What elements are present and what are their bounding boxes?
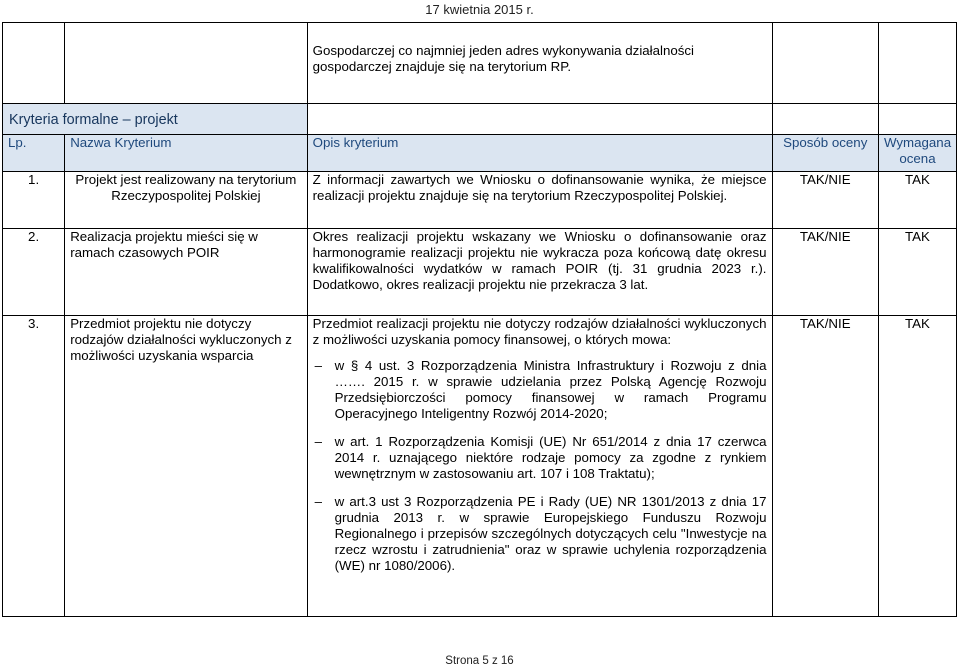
row-nazwa: Przedmiot projektu nie dotyczy rodzajów działalności wykluczonych z możliwości uzyskania wsparcia [65, 316, 307, 617]
criteria-table [2, 22, 957, 617]
row-sposob: TAK/NIE [772, 316, 878, 617]
row-wymagana: TAK [878, 316, 956, 617]
page-footer: Strona 5 z 16 [445, 655, 514, 667]
exclusion-list [313, 358, 767, 574]
header-wymagana: Wymagana ocena [878, 135, 956, 172]
list-item-text: w art.3 ust 3 Rozporządzenia PE i Rady (UE) NR 1301/2013 z dnia 17 grudnia 2013 r. w sprawie Europejskiego Funduszu Rozwoju Regionalnego i przepisów szczególnych dotyczących celu "Inwestycje na rzecz wzrostu i zatrudnienia" oraz w sprawie uchylenia rozporządzenia (WE) nr 1080/2006). [334, 494, 767, 573]
row-opis-intro: Przedmiot realizacji projektu nie dotyczy rodzajów działalności wykluczonych z możliwości uzyskania pomocy finansowej, o których mowa: [312, 316, 767, 347]
table-row [3, 229, 957, 316]
header-opis: Opis kryterium [307, 135, 772, 172]
page-date: 17 kwietnia 2015 r. [425, 2, 534, 17]
section-title-row [3, 104, 957, 135]
row-opis [307, 316, 772, 617]
section-title: Kryteria formalne – projekt [3, 104, 308, 135]
list-item [313, 494, 767, 574]
continuation-text: Gospodarczej co najmniej jeden adres wykonywania działalności gospodarczej znajduje się na terytorium RP. [307, 23, 772, 104]
list-item-text: w § 4 ust. 3 Rozporządzenia Ministra Infrastruktury i Rozwoju z dnia ……. 2015 r. w sprawie udzielania przez Polską Agencję Rozwoju Przedsiębiorczości pomocy finansowej w ramach Programu Operacyjnego Inteligentny Rozwój 2014-2020; [334, 358, 767, 421]
table-row [3, 316, 957, 617]
row-wymagana: TAK [878, 229, 956, 316]
row-opis: Okres realizacji projektu wskazany we Wniosku o dofinansowanie oraz harmonogramie realizacji projektu nie wykracza poza końcową datę okresu kwalifikowalności wydatków w ramach POIR (tj. 31 grudnia 2023 r.). Dodatkowo, okres realizacji projektu nie przekracza 3 lat. [307, 229, 772, 316]
dash-marker: – [314, 358, 323, 373]
row-opis: Z informacji zawartych we Wniosku o dofinansowanie wynika, że miejsce realizacji projektu znajduje się na terytorium Rzeczypospolitej Polskiej. [307, 172, 772, 229]
row-lp: 1. [3, 172, 65, 229]
row-sposob: TAK/NIE [772, 172, 878, 229]
row-lp: 2. [3, 229, 65, 316]
header-sposob: Sposób oceny [772, 135, 878, 172]
dash-marker: – [314, 494, 323, 509]
row-nazwa: Realizacja projektu mieści się w ramach czasowych POIR [65, 229, 307, 316]
row-sposob: TAK/NIE [772, 229, 878, 316]
list-item [313, 434, 767, 482]
header-lp: Lp. [3, 135, 65, 172]
list-item [313, 358, 767, 422]
table-row [3, 172, 957, 229]
continuation-row [3, 23, 957, 104]
row-lp: 3. [3, 316, 65, 617]
row-wymagana: TAK [878, 172, 956, 229]
table-header [3, 135, 957, 172]
list-item-text: w art. 1 Rozporządzenia Komisji (UE) Nr 651/2014 z dnia 17 czerwca 2014 r. uznającego niektóre rodzaje pomocy za zgodne z rynkiem wewnętrznym w zastosowaniu art. 107 i 108 Traktatu); [334, 434, 767, 481]
header-nazwa: Nazwa Kryterium [65, 135, 307, 172]
row-nazwa: Projekt jest realizowany na terytorium Rzeczypospolitej Polskiej [65, 172, 307, 229]
dash-marker: – [314, 434, 323, 449]
